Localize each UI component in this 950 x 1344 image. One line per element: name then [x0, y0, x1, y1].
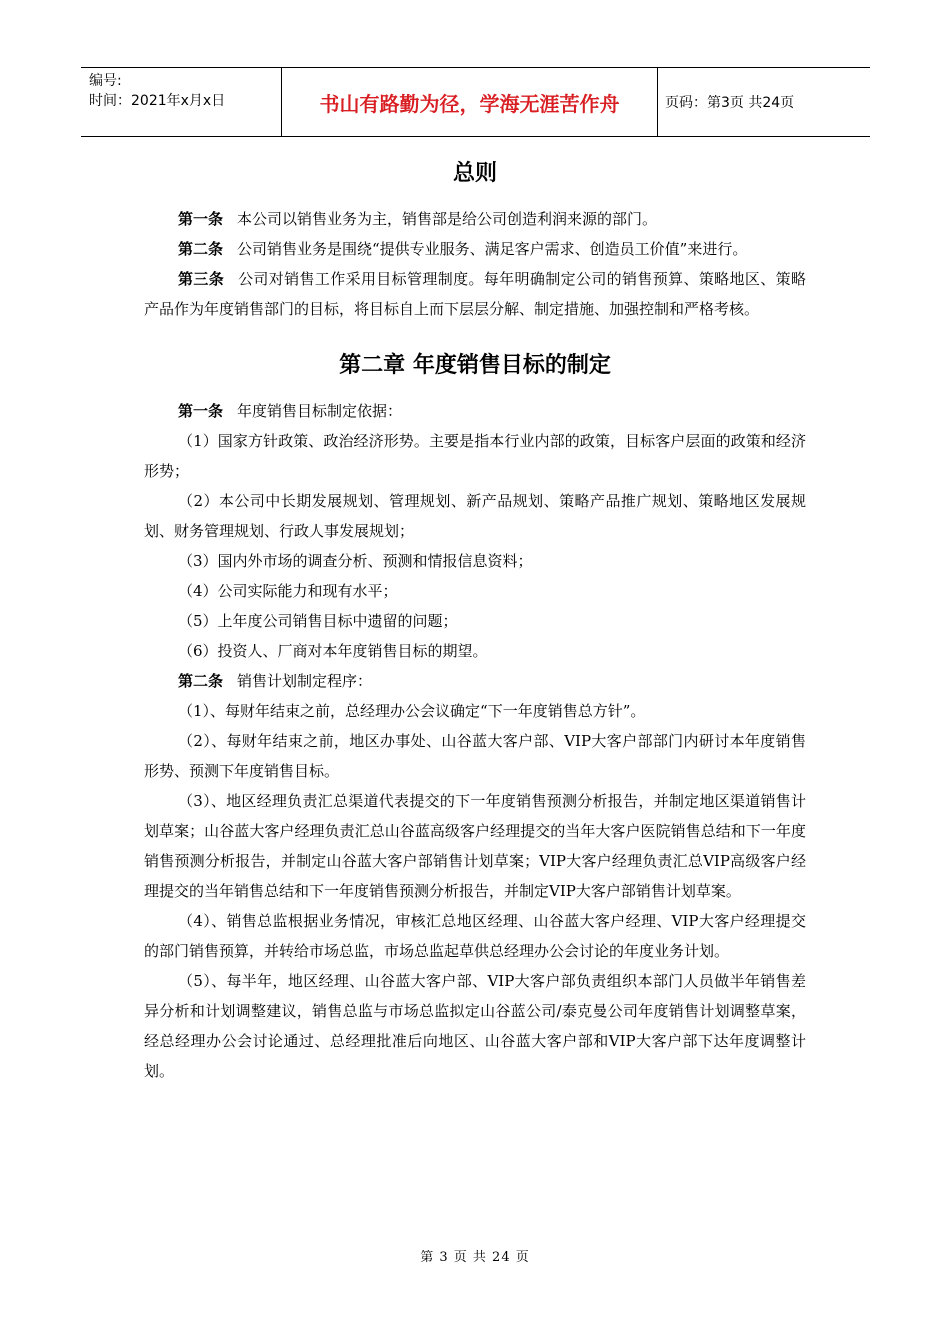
- basis-item: （6）投资人、厂商对本年度销售目标的期望。: [178, 642, 488, 660]
- basis-item: （4）公司实际能力和现有水平；: [178, 582, 398, 600]
- article-label: 第三条: [178, 270, 225, 288]
- page-header: [81, 67, 870, 137]
- page-footer: 第 3 页 共 24 页: [420, 1250, 530, 1265]
- code-label: 编号:: [89, 73, 122, 89]
- time-label: 时间：2021年x月x日: [89, 93, 226, 109]
- procedure-item: （1）、每财年结束之前，总经理办公会议确定“下一年度销售总方针”。: [178, 702, 646, 720]
- article-text: 本公司以销售业务为主，销售部是给公司创造利润来源的部门。: [237, 210, 658, 228]
- basis-item: （5）上年度公司销售目标中遗留的问题；: [178, 612, 458, 630]
- procedure-item: （2）、每财年结束之前，地区办事处、山谷蓝大客户部、VIP大客户部部门内研讨本年度销售形势、预测下年度销售目标。: [144, 732, 806, 780]
- article-label: 第一条: [178, 402, 224, 420]
- procedure-item: （3）、地区经理负责汇总渠道代表提交的下一年度销售预测分析报告，并制定地区渠道销售计划草案；山谷蓝大客户经理负责汇总山谷蓝高级客户经理提交的当年大客户医院销售总结和下一年度销售预测分析报告，并制定山谷蓝大客户部销售计划草案；VIP大客户经理负责汇总VIP高级客户经理提交的当年销售总结和下一年度销售预测分析报告，并制定VIP大客户部销售计划草案。: [144, 792, 806, 900]
- procedure-item: （4）、销售总监根据业务情况，审核汇总地区经理、山谷蓝大客户经理、VIP大客户经理提交的部门销售预算，并转给市场总监，市场总监起草供总经理办公会讨论的年度业务计划。: [144, 912, 806, 960]
- article-text: 年度销售目标制定依据：: [237, 402, 403, 420]
- basis-item: （1）国家方针政策、政治经济形势。主要是指本行业内部的政策，目标客户层面的政策和经济形势；: [144, 432, 806, 480]
- article-label: 第二条: [178, 672, 224, 690]
- article-text: 公司对销售工作采用目标管理制度。每年明确制定公司的销售预算、策略地区、策略产品作为年度销售部门的目标，将目标自上而下层层分解、制定措施、加强控制和严格考核。: [144, 270, 806, 318]
- section-title-general: 总则: [452, 161, 497, 186]
- section-title-chapter-2: 第二章 年度销售目标的制定: [339, 353, 611, 378]
- article-3: [144, 264, 806, 324]
- basis-item: （3）国内外市场的调查分析、预测和情报信息资料；: [178, 552, 533, 570]
- chapter2-article-1: [144, 396, 806, 426]
- document-body: [144, 150, 806, 1086]
- article-text: 销售计划制定程序：: [237, 672, 373, 690]
- header-motto: 书山有路勤为径，学海无涯苦作舟: [282, 68, 658, 136]
- article-2: [144, 234, 806, 264]
- article-1: [144, 204, 806, 234]
- article-text: 公司销售业务是围绕“提供专业服务、满足客户需求、创造员工价值”来进行。: [237, 240, 748, 258]
- basis-item: （2）本公司中长期发展规划、管理规划、新产品规划、策略产品推广规划、策略地区发展规划、财务管理规划、行政人事发展规划；: [144, 492, 806, 540]
- header-page-info: 页码：第3页 共24页: [665, 95, 795, 111]
- article-label: 第一条: [178, 210, 224, 228]
- procedure-item: （5）、每半年，地区经理、山谷蓝大客户部、VIP大客户部负责组织本部门人员做半年销售差异分析和计划调整建议，销售总监与市场总监拟定山谷蓝公司/泰克曼公司年度销售计划调整草案，经总经理办公会讨论通过、总经理批准后向地区、山谷蓝大客户部和VIP大客户部下达年度调整计划。: [144, 972, 806, 1080]
- header-meta: [81, 68, 282, 136]
- article-label: 第二条: [178, 240, 224, 258]
- chapter2-article-2: [144, 666, 806, 696]
